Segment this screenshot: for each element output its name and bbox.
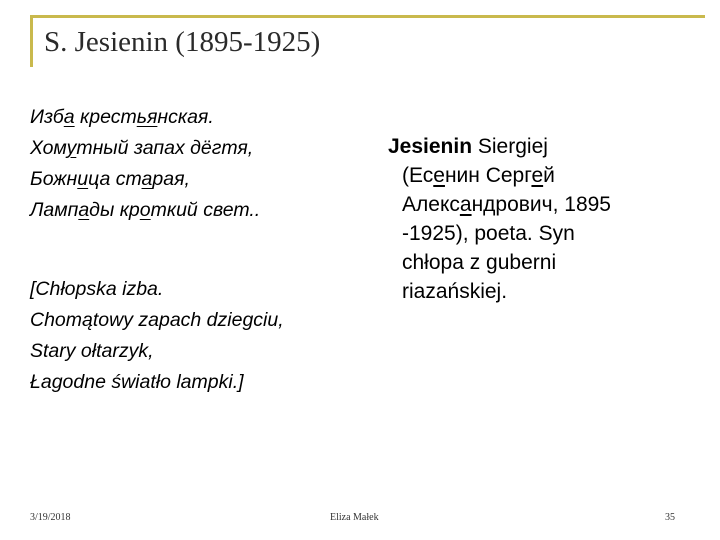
poem-pl-line-1: [Chłopska izba.: [30, 278, 164, 300]
poem-pl-line-3: Stary ołtarzyk,: [30, 340, 154, 362]
footer-date: 3/19/2018: [30, 512, 71, 523]
frame-top-line: [30, 15, 705, 18]
bio-name: Jesienin: [388, 135, 473, 158]
poem-polish: [30, 274, 284, 398]
bio-line-4: -1925), poeta. Syn: [402, 222, 575, 245]
bio-note: [388, 132, 708, 306]
bio-line-6: riazańskiej.: [402, 280, 508, 303]
poem-ru-line-1: Изба крестьянская.: [30, 106, 214, 128]
poem-pl-line-2: Chomątowy zapach dziegciu,: [30, 309, 284, 331]
poem-ru-line-3: Божница старая,: [30, 168, 190, 190]
slide-title: S. Jesienin (1895-1925): [44, 26, 321, 58]
bio-line-5: chłopa z guberni: [402, 251, 557, 274]
footer-author: Eliza Małek: [330, 512, 379, 523]
poem-ru-line-4: Лампады кроткий свет..: [30, 199, 261, 221]
poem-pl-line-4: Łagodne światło lampki.]: [30, 371, 244, 393]
footer-page-number: 35: [665, 512, 675, 523]
frame-left-line: [30, 15, 33, 67]
poem-ru-line-2: Хомутный запах дёгтя,: [30, 137, 254, 159]
bio-line-3: Александрович, 1895: [402, 193, 611, 216]
bio-line-2: (Есенин Сергей: [402, 164, 555, 187]
poem-russian: [30, 102, 260, 226]
bio-line-1: Jesienin Siergiej: [388, 135, 548, 158]
